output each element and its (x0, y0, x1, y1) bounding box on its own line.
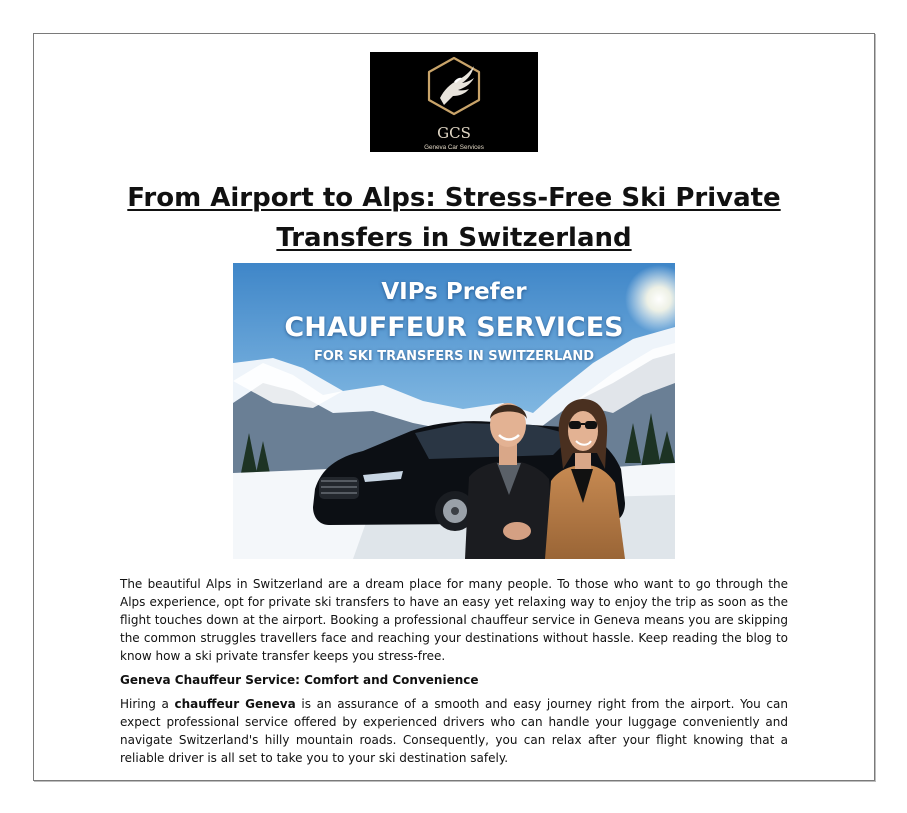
title-line-1: From Airport to Alps: Stress-Free Ski Private (127, 183, 781, 213)
logo-company-name: Geneva Car Services (424, 144, 484, 151)
hero-image (233, 263, 675, 559)
article-body (120, 575, 788, 767)
hero-heading-line-1: VIPs Prefer (381, 279, 527, 305)
hero-heading-line-2: CHAUFFEUR SERVICES (284, 312, 624, 343)
document-page (33, 33, 875, 781)
article-title (34, 178, 874, 258)
title-line-2: Transfers in Switzerland (276, 223, 632, 253)
section-paragraph (120, 695, 788, 767)
logo-monogram: GCS (437, 124, 471, 142)
para2-prefix: Hiring a (120, 697, 175, 711)
para2-rest: is an assurance of a smooth and easy journey right from the airport. You can expect professional service offered by experienced drivers who can handle your luggage conveniently and navigate Switzerland's hilly mountain roads. Consequently, you can relax after your flight knowing that a reliable driver is all set to take you to your ski destination safely. (120, 697, 788, 765)
para2-bold-keyword: chauffeur Geneva (174, 697, 296, 711)
company-logo (370, 52, 538, 152)
section-heading: Geneva Chauffeur Service: Comfort and Convenience (120, 673, 479, 687)
hero-heading-line-3: FOR SKI TRANSFERS IN SWITZERLAND (313, 349, 595, 364)
alps-scene-illustration (233, 263, 675, 559)
intro-paragraph: The beautiful Alps in Switzerland are a dream place for many people. To those who want to go through the Alps experience, opt for private ski transfers to have an easy yet relaxing way to enjoy the trip as soon as the flight touches down at the airport. Booking a professional chauffeur service in Geneva means you are skipping the common struggles travellers face and reaching your destinations without hassle. Keep reading the blog to know how a ski private transfer keeps you stress-free. (120, 577, 788, 663)
eagle-emblem-icon (370, 52, 538, 152)
